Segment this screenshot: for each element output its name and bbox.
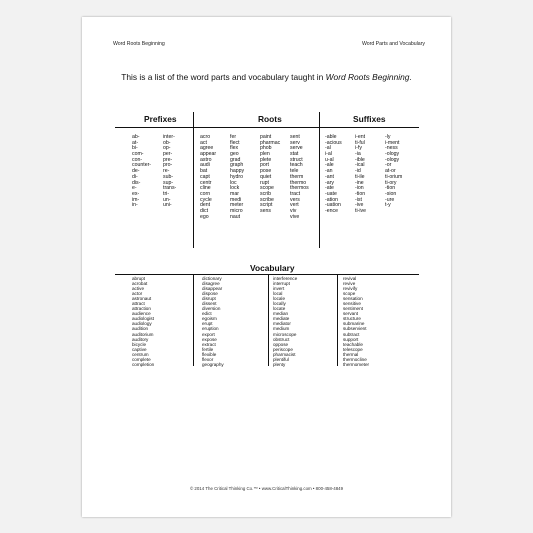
root-item: happy — [230, 168, 245, 175]
prefix-item: ab- — [132, 134, 140, 140]
root-item: scribe — [260, 196, 274, 203]
root-item: tele — [290, 168, 299, 175]
vocabulary-word: mediator — [273, 321, 291, 327]
suffix-item: i-fy — [355, 145, 362, 152]
root-item: astro — [200, 156, 212, 163]
root-item: mar — [230, 190, 239, 197]
root-item: vers — [290, 196, 300, 203]
intro-prefix: This is a list of the word parts and vocabulary taught in — [121, 72, 326, 82]
root-item: sent — [290, 134, 300, 140]
root-item: quiet — [260, 173, 272, 180]
vocabulary-column-2 — [202, 276, 224, 367]
intro-book-title: Word Roots Beginning — [325, 72, 410, 82]
vocabulary-word: audiologist — [132, 316, 154, 322]
root-item: lock — [230, 185, 240, 192]
vocabulary-word: fertile — [202, 346, 214, 352]
prefixes-roots-divider — [193, 112, 194, 248]
vocabulary-word: auditorium — [132, 331, 154, 337]
root-item: scope — [260, 185, 274, 192]
prefix-item: op- — [163, 145, 171, 152]
roots-title: Roots — [258, 114, 282, 124]
vocabulary-word: local — [273, 291, 283, 297]
prefix-item: uni- — [163, 202, 172, 209]
vocabulary-word: audiology — [132, 321, 152, 327]
suffix-item: -ible — [355, 156, 365, 163]
vocabulary-word: thermocline — [343, 356, 367, 362]
vocabulary-word: sentiment — [343, 306, 363, 312]
suffix-item: -ly — [385, 134, 391, 140]
vocabulary-word: support — [343, 336, 359, 342]
vocabulary-word: structure — [343, 316, 361, 322]
suffixes-column-3 — [385, 135, 402, 209]
root-item: flect — [230, 139, 240, 146]
vocabulary-word: disappear — [202, 286, 223, 292]
suffix-item: -ant — [325, 173, 334, 180]
vocabulary-word: interference — [273, 276, 298, 281]
vocabulary-word: periscope — [273, 346, 293, 352]
root-item: stat — [290, 151, 299, 158]
vocabulary-word: revival — [343, 276, 357, 281]
root-item: vive — [290, 213, 300, 220]
root-item: vert — [290, 202, 299, 209]
prefix-item: pre- — [163, 156, 173, 163]
roots-column-1 — [200, 135, 216, 220]
suffix-item: -ical — [355, 162, 365, 169]
root-item: act — [200, 139, 207, 146]
vocabulary-word: mediate — [273, 316, 290, 322]
suffix-item: -ion — [355, 185, 364, 192]
intro-text — [82, 72, 451, 82]
root-item: script — [260, 202, 273, 209]
root-item: meter — [230, 202, 244, 209]
vocabulary-word: submarine — [343, 321, 365, 327]
vocabulary-word: median — [273, 311, 289, 317]
root-item: plen — [260, 151, 270, 158]
root-item: cline — [200, 185, 211, 192]
root-item: loc — [230, 179, 237, 186]
suffix-item: at-or — [385, 168, 396, 175]
suffix-item: ti-ful — [355, 139, 365, 146]
vocabulary-word: microscope — [273, 331, 297, 337]
vocabulary-word: telescope — [343, 346, 363, 352]
prefix-item: sup- — [163, 179, 174, 186]
suffixes-column-1 — [325, 135, 342, 215]
vocabulary-word: thermal — [343, 351, 359, 357]
prefix-item: re- — [163, 168, 170, 175]
vocabulary-word: completion — [132, 361, 155, 367]
prefix-item: pro- — [163, 162, 173, 169]
root-item: plete — [260, 156, 272, 163]
suffix-item: -ure — [385, 196, 395, 203]
prefix-item: un- — [163, 196, 171, 203]
root-item: hydro — [230, 173, 243, 180]
suffix-item: -id — [355, 168, 361, 175]
root-item: flex — [230, 145, 239, 152]
vocabulary-column-1 — [132, 276, 154, 367]
vocabulary-word: audition — [132, 326, 149, 332]
root-item: port — [260, 162, 269, 169]
suffix-item: -ation — [325, 196, 338, 203]
vocabulary-word: revivify — [343, 286, 358, 292]
suffixes-column-2 — [355, 135, 366, 215]
root-item: agree — [200, 145, 214, 152]
vocabulary-word: dissent — [202, 301, 217, 307]
vocabulary-word: obstruct — [273, 336, 290, 342]
vocabulary-word: invert — [273, 286, 285, 292]
vocabulary-title: Vocabulary — [250, 263, 295, 273]
root-item: bat — [200, 168, 208, 175]
intro-suffix: . — [409, 72, 412, 82]
copyright-footer: © 2014 The Critical Thinking Co.™ • www.CriticalThinking.com • 800-458-4849 — [189, 486, 344, 491]
vocabulary-word: flexor — [202, 356, 214, 362]
suffix-item: ti-ive — [355, 207, 366, 214]
suffix-item: -ary — [325, 179, 334, 186]
root-item: thermo — [290, 179, 307, 186]
root-item: fer — [230, 134, 237, 140]
suffix-item: -acious — [325, 139, 342, 146]
vocabulary-word: servant — [343, 311, 359, 317]
suffix-item: t-y — [385, 202, 391, 209]
vocabulary-word: expose — [202, 336, 217, 342]
prefix-item: at- — [132, 139, 139, 146]
suffix-item: ti-orium — [385, 173, 403, 180]
root-item: scrib — [260, 190, 271, 197]
vocabulary-word: attract — [132, 301, 145, 307]
prefix-item: dis- — [132, 179, 141, 186]
root-item: centr — [200, 179, 212, 186]
vocabulary-word: interrupt — [273, 281, 290, 287]
vocabulary-word: complete — [132, 356, 151, 362]
vocabulary-word: pharmacist — [273, 351, 296, 357]
suffix-item: i-al — [325, 151, 332, 158]
root-item: tract — [290, 190, 301, 197]
suffix-item: -ology — [385, 156, 400, 163]
vocabulary-word: geography — [202, 361, 224, 367]
root-item: phob — [260, 145, 272, 152]
suffix-item: i-ment — [385, 139, 400, 146]
prefix-item: e- — [132, 185, 137, 192]
root-item: therm — [290, 173, 304, 180]
vocabulary-word: thermometer — [343, 361, 370, 367]
suffix-item: -ate — [325, 185, 334, 192]
prefix-item: ex- — [132, 190, 140, 197]
vocab-divider-3 — [337, 274, 338, 366]
vocabulary-word: disrupt — [202, 296, 216, 302]
worksheet-page — [82, 17, 451, 517]
suffix-item: -ale — [325, 162, 334, 169]
vocabulary-word: locale — [273, 296, 286, 302]
prefix-item: counter- — [132, 162, 152, 169]
suffix-item: -sion — [385, 190, 397, 197]
prefix-item: trans- — [163, 185, 177, 192]
vocabulary-word: locally — [273, 301, 286, 307]
vocabulary-rule — [115, 274, 419, 275]
vocabulary-word: diversion — [202, 306, 221, 312]
vocabulary-word: sensitive — [343, 301, 361, 307]
suffix-item: -uation — [325, 202, 341, 209]
vocabulary-word: revive — [343, 281, 356, 287]
root-item: viv — [290, 207, 297, 214]
vocabulary-word: active — [132, 286, 145, 292]
root-item: struct — [290, 156, 303, 163]
root-item: acro — [200, 134, 211, 140]
root-item: pharmac — [260, 139, 281, 146]
prefix-item: sub- — [163, 173, 174, 180]
vocabulary-word: edict — [202, 311, 212, 317]
suffix-item: -able — [325, 134, 337, 140]
suffix-item: -tion — [385, 185, 396, 192]
vocabulary-word: abrupt — [132, 276, 146, 281]
vocabulary-word: export — [202, 331, 215, 337]
header-left: Word Roots Beginning — [113, 41, 165, 47]
vocabulary-word: subservient — [343, 326, 367, 332]
roots-suffixes-divider — [319, 112, 320, 248]
root-item: capt — [200, 173, 210, 180]
vocabulary-word: attraction — [132, 306, 151, 312]
vocabulary-word: scope — [343, 291, 356, 297]
root-item: appear — [200, 151, 217, 158]
prefix-item: con- — [132, 156, 143, 163]
prefix-item: de- — [132, 168, 140, 175]
prefix-item: im- — [132, 196, 140, 203]
vocabulary-word: astronaut — [132, 296, 152, 302]
vocabulary-word: audience — [132, 311, 151, 317]
suffix-item: -ness — [385, 145, 398, 152]
root-item: naut — [230, 213, 241, 220]
suffix-item: -uate — [325, 190, 337, 197]
root-item: thermos — [290, 185, 309, 192]
vocabulary-word: dispose — [202, 291, 218, 297]
vocabulary-word: bicycle — [132, 341, 147, 347]
header-right: Word Parts and Vocabulary — [361, 41, 425, 47]
vocabulary-word: erupt — [202, 321, 213, 327]
vocabulary-word: dictionary — [202, 276, 222, 281]
root-item: geo — [230, 151, 239, 158]
vocabulary-word: disagree — [202, 281, 220, 287]
prefixes-title: Prefixes — [144, 114, 177, 124]
root-item: serv — [290, 139, 300, 146]
vocabulary-word: subtract — [343, 331, 360, 337]
root-item: paint — [260, 134, 272, 140]
root-item: dict — [200, 207, 209, 214]
root-item: audi — [200, 162, 210, 169]
vocabulary-word: extract — [202, 341, 216, 347]
root-item: teach — [290, 162, 303, 169]
prefix-item: di- — [132, 173, 138, 180]
vocabulary-word: eruption — [202, 326, 219, 332]
suffix-item: -ence — [325, 207, 338, 214]
suffix-item: -al — [325, 145, 331, 152]
vocabulary-word: medium — [273, 326, 290, 332]
vocabulary-column-3 — [273, 276, 297, 367]
vocabulary-word: actor — [132, 291, 143, 297]
vocab-divider-2 — [268, 274, 269, 366]
suffix-item: ti-ile — [355, 173, 365, 180]
root-item: medi — [230, 196, 242, 203]
vocabulary-word: egoism — [202, 316, 217, 322]
word-parts-rule — [115, 127, 419, 128]
roots-column-3 — [260, 135, 280, 215]
root-item: rupt — [260, 179, 269, 186]
root-item: micro — [230, 207, 243, 214]
vocabulary-word: captive — [132, 346, 147, 352]
prefix-item: in- — [132, 202, 138, 209]
suffix-item: -an — [325, 168, 333, 175]
roots-column-4 — [290, 135, 309, 220]
vocabulary-column-4 — [343, 276, 369, 367]
vocabulary-word: plentiful — [273, 356, 289, 362]
root-item: cycle — [200, 196, 212, 203]
suffix-item: -tion — [355, 190, 366, 197]
vocabulary-word: flexible — [202, 351, 217, 357]
suffix-item: -ia — [355, 151, 361, 158]
vocabulary-word: sensation — [343, 296, 363, 302]
root-item: graph — [230, 162, 244, 169]
vocabulary-word: acrobat — [132, 281, 148, 287]
prefix-item: per- — [163, 151, 173, 158]
suffix-item: -ine — [355, 179, 364, 186]
prefix-item: tri- — [163, 190, 170, 197]
suffix-item: -or — [385, 162, 392, 169]
vocabulary-word: centrum — [132, 351, 149, 357]
prefix-item: com- — [132, 151, 144, 158]
roots-column-2 — [230, 135, 244, 220]
suffix-item: ti-ory — [385, 179, 397, 186]
vocabulary-word: teachable — [343, 341, 363, 347]
vocabulary-word: locate — [273, 306, 286, 312]
root-item: serve — [290, 145, 303, 152]
prefixes-column-1 — [132, 135, 151, 209]
root-item: sens — [260, 207, 271, 214]
suffix-item: -ist — [355, 196, 362, 203]
vocab-divider-1 — [193, 274, 194, 366]
prefix-item: bi- — [132, 145, 138, 152]
root-item: corn — [200, 190, 211, 197]
suffix-item: -ive — [355, 202, 364, 209]
suffix-item: u-al — [325, 156, 334, 163]
prefix-item: ob- — [163, 139, 171, 146]
suffix-item: -ology — [385, 151, 400, 158]
vocabulary-word: auditory — [132, 336, 149, 342]
root-item: ego — [200, 213, 209, 220]
vocabulary-word: oppose — [273, 341, 289, 347]
prefixes-column-2 — [163, 135, 176, 209]
suffixes-title: Suffixes — [353, 114, 386, 124]
root-item: grad — [230, 156, 241, 163]
vocabulary-word: plenty — [273, 361, 286, 367]
root-item: pose — [260, 168, 272, 175]
prefix-item: inter- — [163, 134, 175, 140]
root-item: dent — [200, 202, 211, 209]
suffix-item: i-ent — [355, 134, 366, 140]
